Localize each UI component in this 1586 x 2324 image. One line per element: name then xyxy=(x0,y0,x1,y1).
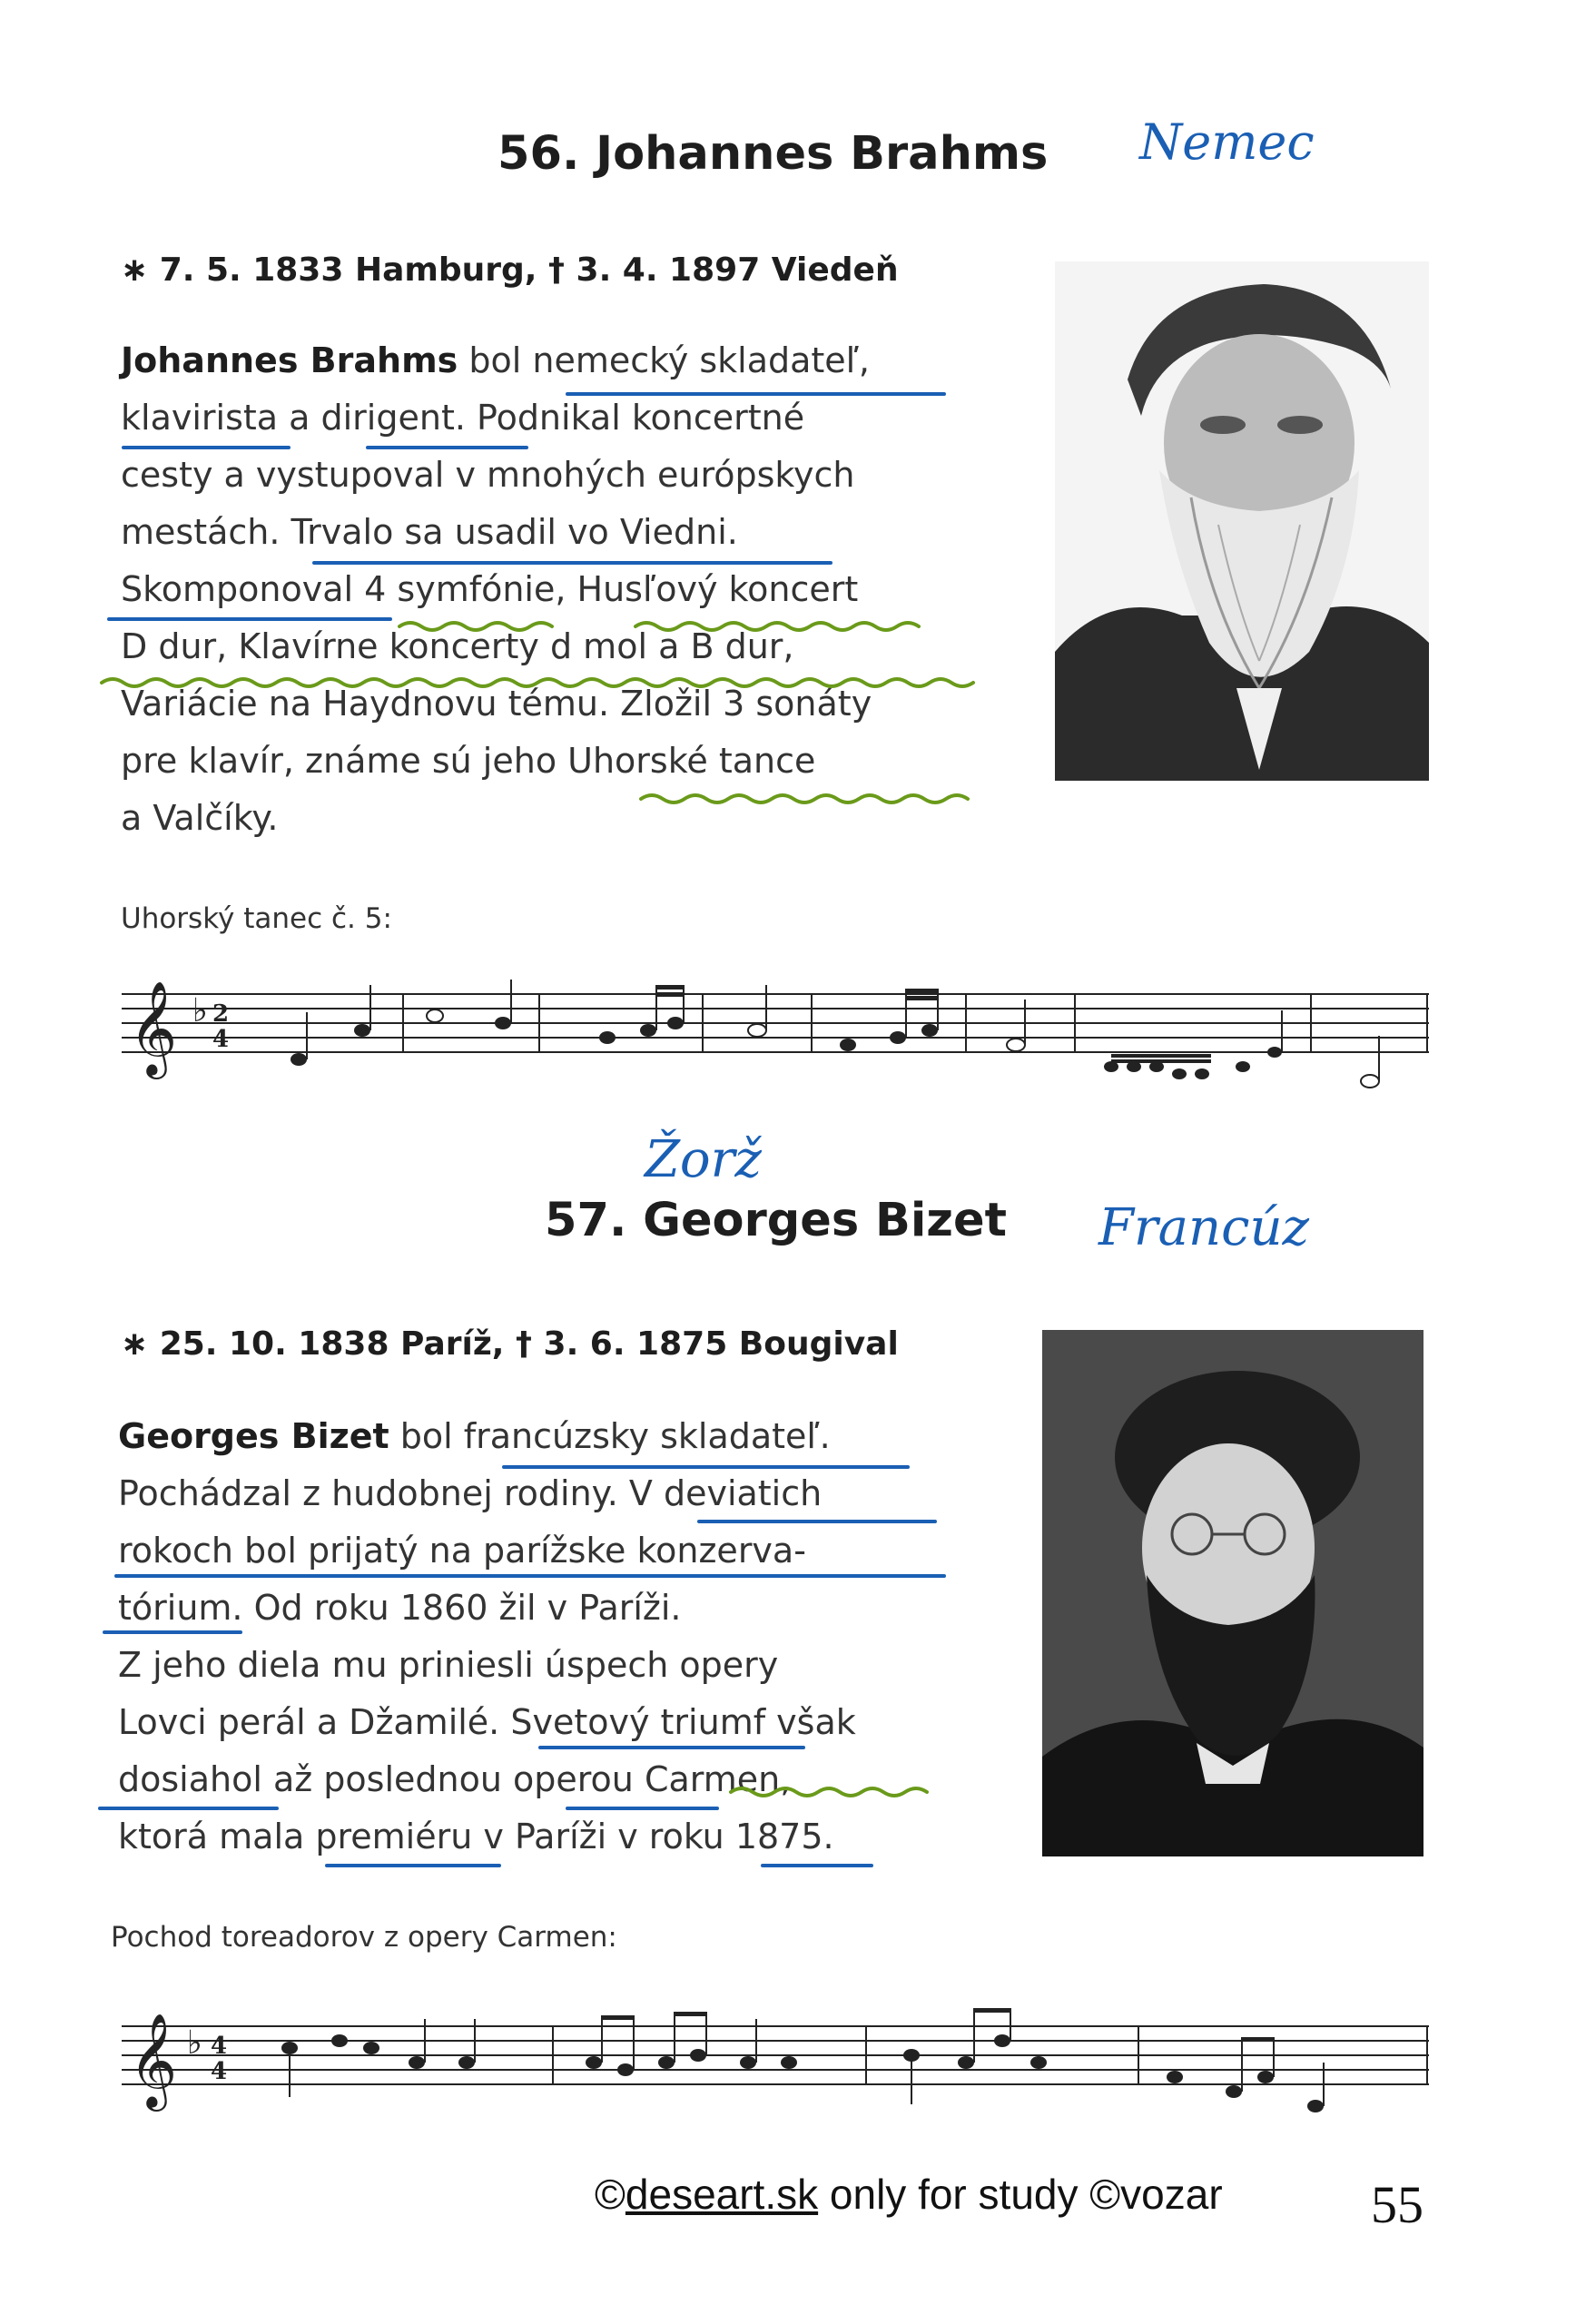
bizet-title: 57. Georges Bizet xyxy=(545,1194,1007,1247)
copyright-footer: ©deseart.sk only for study ©vozar xyxy=(595,2171,1223,2218)
bizet-handnote-side: Francúz xyxy=(1098,1198,1310,1257)
bizet-bio-line: ktorá mala premiéru v Paríži v roku 1875. xyxy=(118,1817,834,1856)
brahms-dates: ∗ 7. 5. 1833 Hamburg, † 3. 4. 1897 Viedeň xyxy=(121,251,899,289)
bizet-music-caption: Pochod toreadorov z opery Carmen: xyxy=(111,1921,617,1954)
brahms-name-bold: Johannes Brahms xyxy=(121,340,458,380)
bizet-dates: ∗ 25. 10. 1838 Paríž, † 3. 6. 1875 Bougival xyxy=(121,1325,899,1363)
brahms-bio-line: pre klavír, známe sú jeho Uhorské tance xyxy=(121,741,816,781)
brahms-bio-line: mestách. Trvalo sa usadil vo Viedni. xyxy=(121,512,738,552)
bizet-bio-line: tórium. Od roku 1860 žil v Paríži. xyxy=(118,1588,682,1628)
page-number: 55 xyxy=(1371,2175,1423,2234)
bizet-name-bold: Georges Bizet xyxy=(118,1416,389,1456)
brahms-portrait xyxy=(1055,261,1429,781)
brahms-title: 56. Johannes Brahms xyxy=(497,127,1049,181)
treble-clef-icon: 𝄞 xyxy=(129,2013,178,2108)
bizet-bio-line: Z jeho diela mu priniesli úspech opery xyxy=(118,1645,779,1685)
brahms-music-staff xyxy=(122,976,1447,1094)
brahms-bio-line: D dur, Klavírne koncerty d mol a B dur, xyxy=(121,626,794,666)
svg-text:♭: ♭ xyxy=(192,992,208,1029)
brahms-music-caption: Uhorský tanec č. 5: xyxy=(121,902,392,935)
brahms-handnote: Nemec xyxy=(1139,113,1315,171)
svg-text:♭: ♭ xyxy=(187,2024,202,2062)
svg-text:4: 4 xyxy=(212,1026,230,1053)
svg-text:4: 4 xyxy=(211,2033,228,2060)
brahms-bio-line: cesty a vystupoval v mnohých európskych xyxy=(121,455,855,495)
brahms-bio-line: klavirista a dirigent. Podnikal koncertné xyxy=(121,398,805,438)
svg-text:2: 2 xyxy=(212,1000,230,1028)
svg-text:4: 4 xyxy=(211,2058,228,2085)
bizet-bio-line: Lovci perál a Džamilé. Svetový triumf však xyxy=(118,1702,856,1742)
bizet-music-staff xyxy=(122,1997,1447,2124)
brahms-portrait-image xyxy=(1055,261,1429,781)
brahms-bio-line: Variácie na Haydnovu tému. Zložil 3 sonáty xyxy=(121,684,872,724)
bizet-bio-line: rokoch bol prijatý na parížske konzerva- xyxy=(118,1531,806,1571)
bizet-bio-line: Pochádzal z hudobnej rodiny. V deviatich xyxy=(118,1473,823,1513)
brahms-bio-line: Skomponoval 4 symfónie, Husľový koncert xyxy=(121,569,859,609)
treble-clef-icon: 𝄞 xyxy=(129,980,178,1076)
site-link[interactable]: deseart.sk xyxy=(625,2171,819,2218)
bizet-handnote-top: Žorž xyxy=(645,1130,762,1189)
bizet-portrait xyxy=(1042,1330,1423,1856)
bizet-portrait-image xyxy=(1042,1330,1423,1856)
brahms-bio-line: a Valčíky. xyxy=(121,798,279,838)
bizet-bio-line: Georges Bizet bol francúzsky skladateľ. xyxy=(118,1416,831,1456)
bizet-bio-line: dosiahol až poslednou operou Carmen, xyxy=(118,1759,792,1799)
brahms-bio-line: Johannes Brahms bol nemecký skladateľ, xyxy=(121,340,870,380)
